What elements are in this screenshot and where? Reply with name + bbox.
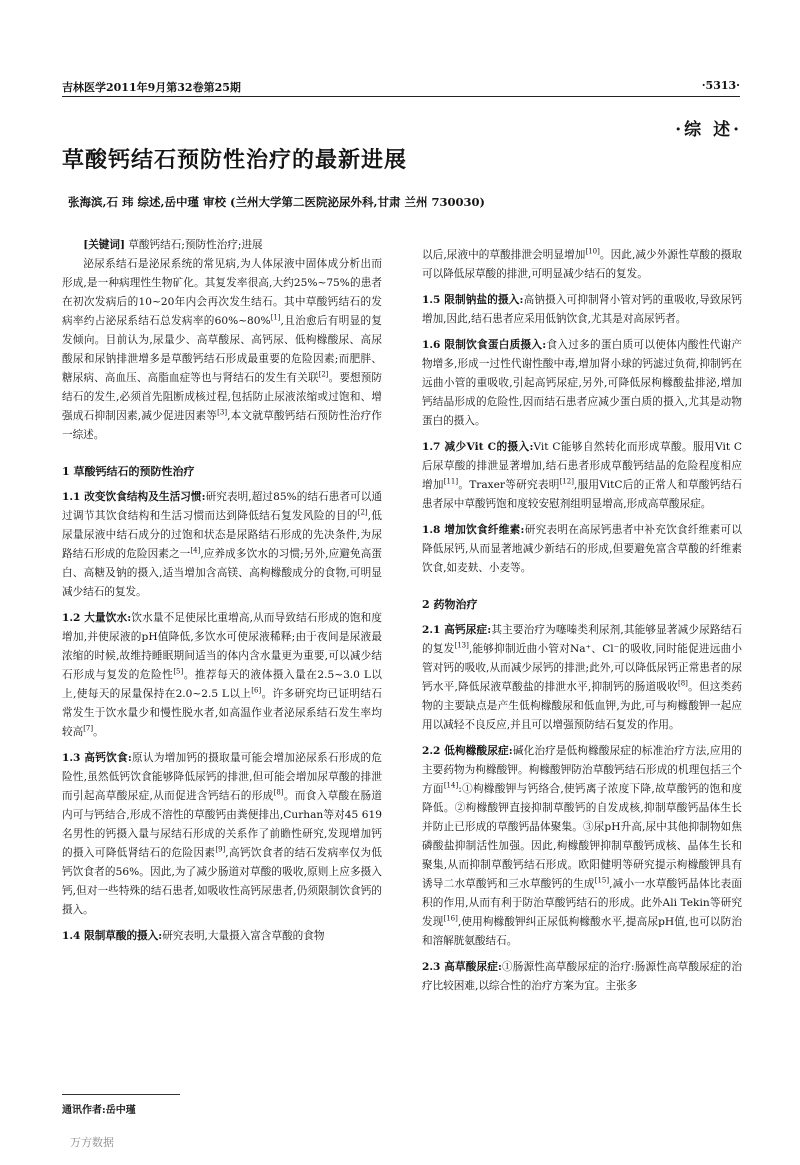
text: ,能够抑制近曲小管对Na⁺、Cl⁻的吸收,同时能促进远曲小管对钙的吸收,从而减少尿钙的排泄;此外,可以降低尿钙正常患者的尿钙水平,降低尿液草酸盐的排泄水平,抑制钙的肠道吸收 (422, 643, 743, 693)
citation: [3] (217, 408, 228, 417)
subheading-2-2: 2.2 低枸橼酸尿症: (422, 745, 513, 757)
text: 研究表明,大量摄入富含草酸的食物 (162, 930, 325, 942)
text: 以后,尿液中的草酸排泄会明显增加 (422, 249, 586, 261)
subheading-1-8: 1.8 增加饮食纤维素: (422, 524, 525, 536)
text: 饮水量不足使尿比重增高,从而导致结石形成的饱和度增加,并使尿液的pH值降低,多饮水可使尿液稀释;由于夜间是尿液最浓缩的时候,故维持睡眠期间适当的体内含水量更为重要,可以减少结石形成与复发的危险性 (62, 612, 383, 681)
citation: [13] (454, 641, 469, 650)
keywords-label: [关键词] (83, 239, 125, 251)
text: 泌尿系结石是泌尿系统的常见病,为人体尿液中固体成分析出而形成,是一种病理性生物矿化。其复发率很高,大约25%~75%的患者在初次发病后的10~20年内会再次发生结石。其中草酸钙结石的发病率约占泌尿系结石总发病率的60%~80% (62, 258, 382, 327)
citation: [15] (594, 876, 610, 885)
text: 。因此,减少外源性草酸的摄取可以降低尿草酸的排泄,可明显减少结石的复发。 (422, 249, 742, 280)
citation: [10] (585, 247, 600, 256)
paragraph-2-3 (422, 958, 742, 996)
text: Vit C能够自然转化而形成草酸。服用Vit C后尿草酸的排泄显著增加,结石患者形成草酸钙结晶的危险程度相应增加 (422, 441, 742, 491)
subheading-1-4: 1.4 限制草酸的摄入: (62, 930, 163, 942)
citation: [16] (443, 914, 458, 923)
citation: [2] (318, 370, 329, 379)
article-title: 草酸钙结石预防性治疗的最新进展 (62, 147, 408, 173)
citation: [12] (559, 477, 574, 486)
text: 。Traxer等研究表明 (458, 479, 560, 491)
text: :①枸橼酸钾与钙络合,使钙离子浓度下降,故草酸钙的饱和度降低。②枸橼酸钾直接抑制草酸钙的自发成核,抑制草酸钙晶体生长并防止已形成的草酸钙晶体聚集。③尿pH升高,尿中其他抑制物如焦磷酸盐抑制活性加强。因此,枸橼酸钾抑制草酸钙成核、晶体生长和聚集,从而抑制草酸钙结石形成。欧阳健明等研究提示枸橼酸钾具有诱导二水草酸钙和三水草酸钙的生成 (422, 783, 742, 890)
subheading-2-3: 2.3 高草酸尿症: (422, 961, 502, 973)
paragraph-1-5 (422, 291, 742, 329)
paragraph-1-8 (422, 521, 742, 578)
subheading-1-7: 1.7 减少Vit C的摄入: (422, 441, 534, 453)
paragraph-1-4-cont (422, 246, 742, 284)
section-heading-1: 1 草酸钙结石的预防性治疗 (62, 465, 195, 478)
text: 。推荐每天的液体摄入量在2.5~3.0 L以上,使每天的尿量保持在2.0~2.5 L以上 (62, 669, 382, 700)
citation: [4] (190, 546, 201, 555)
right-column (422, 246, 742, 996)
text: ,减小一水草酸钙晶体比表面积的作用,从而有利于防治草酸钙结石的形成。此外Ali Tekin等研究发现 (422, 878, 742, 928)
citation: [9] (215, 845, 226, 854)
subheading-1-1: 1.1 改变饮食结构及生活习惯: (62, 491, 206, 503)
subheading-1-2: 1.2 大量饮水: (62, 612, 132, 624)
header-rule (62, 96, 740, 97)
keywords-text: 草酸钙结石;预防性治疗;进展 (128, 239, 263, 251)
subheading-1-5: 1.5 限制钠盐的摄入: (422, 294, 524, 306)
subheading-2-1: 2.1 高钙尿症: (422, 624, 492, 636)
text: 研究表明在高尿钙患者中补充饮食纤维素可以降低尿钙,从而显著地减少新结石的形成,但要避免富含草酸的纤维素饮食,如麦麸、小麦等。 (422, 524, 742, 574)
text: ,本文就草酸钙结石预防性治疗作一综述。 (62, 410, 382, 441)
intro-paragraph (62, 255, 382, 445)
text: 。要想预防结石的发生,必须首先阻断成核过程,包括防止尿液浓缩或过饱和、增强成石抑制因素,减少促进因素等 (62, 372, 383, 422)
subheading-1-6: 1.6 限制饮食蛋白质摄入: (422, 339, 547, 351)
watermark: 万方数据 (70, 1136, 114, 1149)
text: 原认为增加钙的摄取量可能会增加泌尿系石形成的危险性,虽然低钙饮食能够降低尿钙的排泄,但可能会增加尿草酸的排泄而引起高草酸尿症,从而促进含钙结石的形成 (62, 752, 383, 802)
citation: [7] (83, 724, 94, 733)
text: 。 (93, 726, 104, 738)
text: 碱化治疗是低枸橼酸尿症的标准治疗方法,应用的主要药物为枸橼酸钾。枸橼酸钾防治草酸钙结石形成的机理包括三个方面 (422, 745, 742, 795)
subheading-1-3: 1.3 高钙饮食: (62, 752, 132, 764)
paragraph-2-2 (422, 742, 742, 951)
citation: [8] (678, 679, 688, 688)
text: 。但这类药物的主要缺点是产生低枸橼酸尿和低血钾,为此,可与枸橼酸钾一起应用以减轻不良反应,并且可以增强预防结石复发的作用。 (422, 681, 743, 731)
text: ①肠源性高草酸尿症的治疗:肠源性高草酸尿症的治疗比较困难,以综合性的治疗方案为宜。主张多 (422, 961, 742, 992)
paragraph-1-7 (422, 438, 742, 514)
text: 高钠摄入可抑制肾小管对钙的重吸收,导致尿钙增加,因此,结石患者应采用低钠饮食,尤其是对高尿钙者。 (422, 294, 742, 325)
citation: [6] (251, 686, 262, 695)
paragraph-1-3 (62, 749, 382, 920)
section-label: ·综 述· (675, 120, 742, 140)
author-line: 张海滨,石 玮 综述,岳中瑾 审校 (兰州大学第二医院泌尿外科,甘肃 兰州 730030) (68, 195, 485, 209)
running-header: 吉林医学2011年9月第32卷第25期 (62, 81, 241, 94)
text: ,服用VitC后的正常人和草酸钙结石患者尿中草酸钙饱和度较安慰剂组明显增高,形成高草酸尿症。 (422, 479, 742, 510)
paragraph-1-2 (62, 609, 382, 742)
citation: [14] (443, 781, 459, 790)
paragraph-2-1 (422, 621, 742, 735)
citation: [8] (273, 788, 284, 797)
text: 。而食入草酸在肠道内可与钙结合,形成不溶性的草酸钙由粪便排出,Curhan等对45 619名男性的钙摄入量与尿结石形成的关系作了前瞻性研究,发现增加钙的摄入可降低肾结石的危险因素 (62, 790, 383, 859)
citation: [2] (357, 508, 368, 517)
section-heading-2: 2 药物治疗 (422, 598, 478, 611)
paragraph-1-4 (62, 927, 382, 946)
left-column (62, 236, 382, 946)
text: 。许多研究均已证明结石常发生于饮水量少和慢性脱水者,如高温作业者泌尿系结石发生率均较高 (62, 688, 382, 738)
text: 其主要治疗为噻嗪类利尿剂,其能够显著减少尿路结石的复发 (422, 624, 743, 655)
text: 食入过多的蛋白质可以使体内酸性代谢产物增多,形成一过性代谢性酸中毒,增加肾小球的钙滤过负荷,抑制钙在远曲小管的重吸收,引起高钙尿症,另外,可降低尿枸橼酸盐排泌,增加钙结晶形成的危险性,因而结石患者应减少蛋白质的摄入,尤其是动物蛋白的摄入。 (422, 339, 743, 427)
keywords (62, 236, 382, 255)
corresponding-author-footnote: 通讯作者:岳中瑾 (62, 1105, 136, 1116)
citation: [11] (443, 477, 459, 486)
footnote-rule (62, 1094, 180, 1095)
citation: [5] (173, 667, 184, 676)
text: ,低尿量尿液中结石成分的过饱和状态是尿路结石形成的先决条件,为尿路结石形成的危险因素之一 (62, 510, 382, 560)
text: ,使用枸橼酸钾纠正尿低枸橼酸水平,提高尿pH值,也可以防治和溶解胱氨酸结石。 (422, 916, 742, 947)
text: ,高钙饮食者的结石发病率仅为低钙饮食者的56%。因此,为了减少肠道对草酸的吸收,原则上应多摄入钙,但对一些特殊的结石患者,如吸收性高钙尿患者,仍须限制饮食钙的摄入。 (62, 847, 382, 916)
page-number: ·5313· (701, 79, 740, 92)
paragraph-1-6 (422, 336, 742, 431)
text: ,且治愈后有明显的复发倾向。目前认为,尿量少、高草酸尿、高钙尿、低枸橼酸尿、高尿酸尿和尿钠排泄增多是草酸钙结石形成最重要的危险因素;而肥胖、糖尿病、高血压、高脂血症等也与肾结石的发生有关联 (62, 315, 382, 384)
paragraph-1-1 (62, 488, 382, 602)
text: 研究表明,超过85%的结石患者可以通过调节其饮食结构和生活习惯而达到降低结石复发风险的目的 (62, 491, 382, 522)
text: ,应养成多饮水的习惯;另外,应避免高蛋白、高糖及钠的摄入,适当增加含高镁、高枸橼酸成分的食物,可明显减少结石的复发。 (62, 548, 382, 598)
citation: [1] (270, 313, 281, 322)
